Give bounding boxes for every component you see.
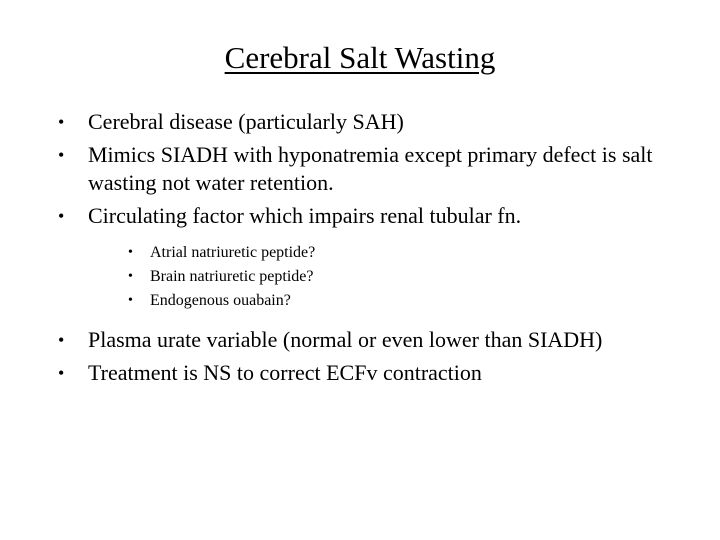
sub-bullet-text: Atrial natriuretic peptide? bbox=[150, 244, 316, 261]
bullet-text: Circulating factor which impairs renal tubular fn. bbox=[88, 203, 522, 228]
bullet-text: Cerebral disease (particularly SAH) bbox=[88, 109, 404, 134]
bullet-item bbox=[58, 326, 698, 354]
bullet-item bbox=[58, 108, 698, 136]
bullet-list bbox=[58, 108, 698, 387]
sub-bullet-text: Brain natriuretic peptide? bbox=[150, 268, 314, 285]
bullet-icon: • bbox=[58, 145, 65, 165]
sub-bullet-text: Endogenous ouabain? bbox=[150, 292, 291, 309]
sub-bullet-icon: • bbox=[128, 293, 133, 308]
sub-bullet-group bbox=[58, 243, 698, 311]
bullet-icon: • bbox=[58, 206, 65, 226]
sub-bullet-icon: • bbox=[128, 245, 133, 260]
sub-bullet-item bbox=[128, 291, 698, 311]
bullet-item bbox=[58, 359, 698, 387]
sub-bullet-list bbox=[58, 243, 698, 311]
sub-bullet-item bbox=[128, 267, 698, 287]
sub-bullet-icon: • bbox=[128, 269, 133, 284]
bullet-text: Mimics SIADH with hyponatremia except primary defect is salt wasting not water retention. bbox=[88, 142, 653, 195]
bullet-icon: • bbox=[58, 330, 65, 350]
sub-bullet-item bbox=[128, 243, 698, 263]
bullet-item bbox=[58, 202, 698, 230]
bullet-text: Plasma urate variable (normal or even lower than SIADH) bbox=[88, 327, 603, 352]
bullet-icon: • bbox=[58, 112, 65, 132]
slide-title: Cerebral Salt Wasting bbox=[224, 40, 496, 75]
bullet-icon: • bbox=[58, 363, 65, 383]
bullet-text: Treatment is NS to correct ECFv contraction bbox=[88, 360, 482, 385]
bullet-item bbox=[58, 141, 698, 197]
